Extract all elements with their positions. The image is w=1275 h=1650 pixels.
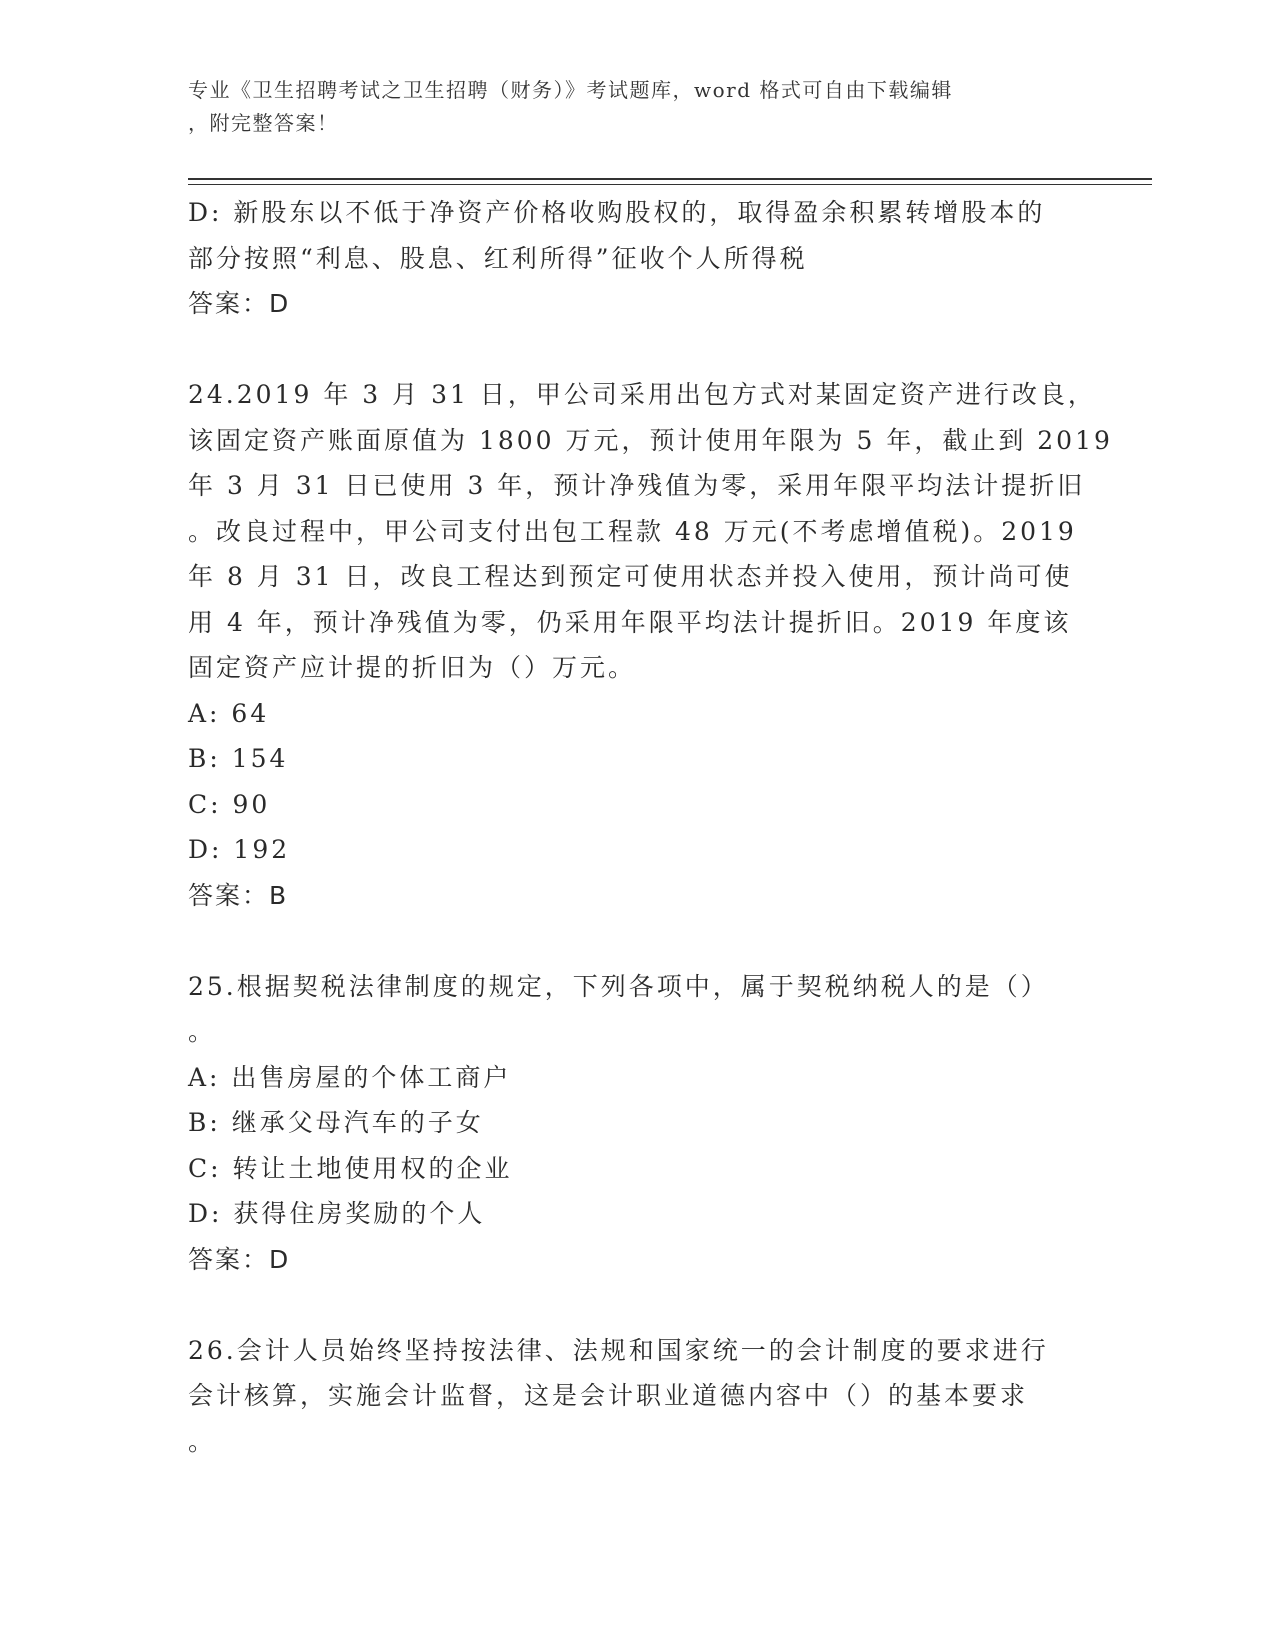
answer-line: 答案：B [188, 880, 289, 910]
question-text-line: 。 [188, 1017, 217, 1046]
question-text-line: 。 [188, 1426, 217, 1456]
question-text-line: 会计核算，实施会计监督，这是会计职业道德内容中（）的基本要求 [188, 1381, 1029, 1410]
option-d: D: 获得住房奖励的个人 [188, 1199, 486, 1228]
document-body [188, 190, 1113, 1464]
carryover-question [188, 190, 1088, 327]
option-b: B: 154 [188, 744, 289, 773]
option-d-line-2: 部分按照“利息、股息、红利所得”征收个人所得税 [188, 243, 808, 273]
question-text-line: 用 4 年，预计净残值为零，仍采用年限平均法计提折旧。2019 年度该 [188, 607, 1072, 637]
spacer [188, 918, 1088, 964]
header-line-1: 专业《卫生招聘考试之卫生招聘（财务）》考试题库，word 格式可自由下载编辑 [188, 78, 953, 102]
question-text-line: 26.会计人员始终坚持按法律、法规和国家统一的会计制度的要求进行 [188, 1335, 1049, 1365]
question-text-line: 固定资产应计提的折旧为（）万元。 [188, 653, 637, 682]
question-text-line: 年 3 月 31 日已使用 3 年，预计净残值为零，采用年限平均法计提折旧 [188, 471, 1086, 500]
question-text-line: 24.2019 年 3 月 31 日，甲公司采用出包方式对某固定资产进行改良， [188, 380, 1096, 409]
header-divider-thin [188, 184, 1152, 185]
question-text-line: 年 8 月 31 日，改良工程达到预定可使用状态并投入使用，预计尚可使 [188, 562, 1073, 591]
question-text-line: 。改良过程中，甲公司支付出包工程款 48 万元(不考虑增值税)。2019 [188, 516, 1077, 546]
question-25 [188, 964, 1088, 1283]
answer-line: 答案：D [188, 289, 291, 318]
option-a: A: 出售房屋的个体工商户 [188, 1062, 512, 1092]
option-b: B: 继承父母汽车的子女 [188, 1108, 484, 1137]
spacer [188, 327, 1088, 373]
question-text-line: 该固定资产账面原值为 1800 万元，预计使用年限为 5 年，截止到 2019 [188, 425, 1113, 455]
question-26 [188, 1328, 1088, 1465]
option-d: D: 192 [188, 835, 291, 864]
spacer [188, 1282, 1088, 1328]
answer-line: 答案：D [188, 1244, 291, 1274]
option-c: C: 转让土地使用权的企业 [188, 1153, 513, 1183]
option-a: A: 64 [188, 698, 270, 728]
option-c: C: 90 [188, 789, 271, 819]
page-header [188, 74, 1068, 140]
header-divider-thick [188, 178, 1152, 180]
header-line-2: ，附完整答案！ [188, 111, 339, 135]
option-d-line-1: D: 新股东以不低于净资产价格收购股权的，取得盈余积累转增股本的 [188, 198, 1046, 227]
question-24 [188, 372, 1113, 918]
question-text-line: 25.根据契税法律制度的规定，下列各项中，属于契税纳税人的是（） [188, 971, 1049, 1001]
